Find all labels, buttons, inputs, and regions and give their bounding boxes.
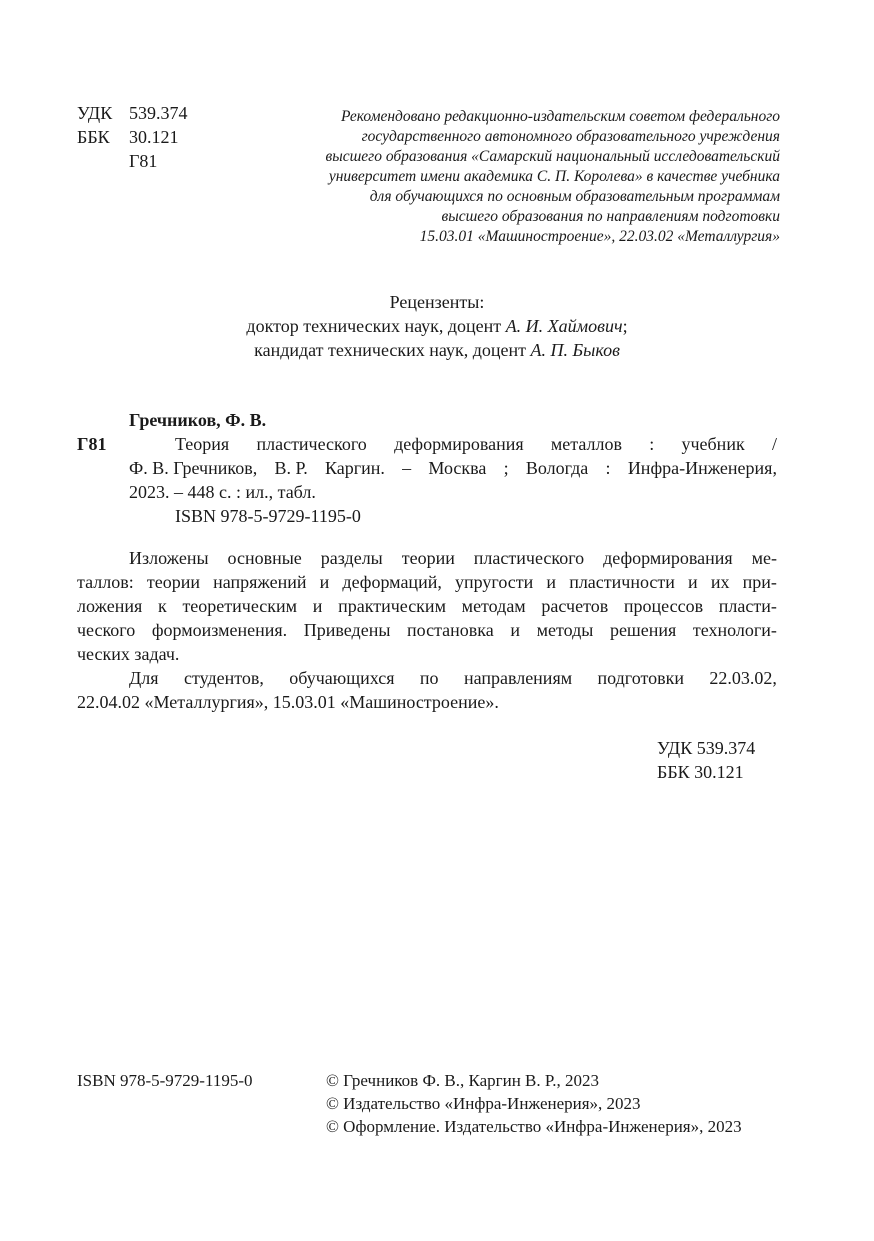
- reviewer-1-name: А. И. Хаймович: [505, 316, 623, 336]
- word: ;: [503, 458, 509, 478]
- word: процессов: [623, 596, 704, 616]
- annotation-paragraph-1: [77, 546, 777, 666]
- biblio-title-line: [77, 432, 777, 456]
- word: Каргин.: [324, 458, 385, 478]
- biblio-code: Г81: [77, 434, 107, 454]
- annotation-line: [77, 546, 777, 570]
- word: Для: [129, 668, 159, 688]
- word: ложения: [77, 596, 143, 616]
- word: подготовки: [597, 668, 685, 688]
- reviewers-block: [0, 290, 874, 362]
- bbk-value: 30.121: [129, 127, 179, 147]
- word: упругости: [454, 572, 534, 592]
- word: металлов: [550, 434, 622, 454]
- word: /: [771, 434, 777, 454]
- word: ме-: [751, 548, 777, 568]
- annotation-line: [77, 666, 777, 690]
- bbk-row: [77, 125, 188, 149]
- word: пластического: [473, 548, 585, 568]
- word: Изложены: [129, 548, 209, 568]
- word: учебник: [681, 434, 745, 454]
- word: ческого: [77, 620, 136, 640]
- word: расчетов: [541, 596, 609, 616]
- word: таллов:: [77, 572, 134, 592]
- author-code-row: [77, 149, 188, 173]
- word: решения: [609, 620, 677, 640]
- word: теории: [401, 548, 455, 568]
- word: напряжений: [213, 572, 307, 592]
- word: :: [605, 458, 611, 478]
- biblio-line-2: [77, 456, 777, 480]
- recommendation-line: высшего образования по направлениям подготовки: [441, 208, 780, 225]
- author-code: Г81: [129, 151, 158, 171]
- recommendation-line: для обучающихся по основным образовательным программам: [369, 188, 780, 205]
- word: пластического: [256, 434, 367, 454]
- reviewer-2: [0, 338, 874, 362]
- recommendation-line: Рекомендовано редакционно-издательским советом федерального: [340, 108, 780, 125]
- word: В. Р.: [274, 458, 308, 478]
- word: Москва: [428, 458, 487, 478]
- recommendation-line: государственного автономного образовательного учреждения: [361, 128, 780, 145]
- word: их: [710, 572, 730, 592]
- word: основные: [227, 548, 302, 568]
- recommendation-line: университет имени академика С. П. Королева» в качестве учебника: [328, 168, 780, 185]
- word: :: [649, 434, 655, 454]
- word: при-: [742, 572, 777, 592]
- word: 22.03.02,: [709, 668, 777, 688]
- biblio-isbn: ISBN 978-5-9729-1195-0: [175, 506, 361, 526]
- annotation-line: [77, 594, 777, 618]
- word: Теория: [175, 434, 230, 454]
- word: методам: [461, 596, 526, 616]
- word: методы: [536, 620, 594, 640]
- word: деформирования: [394, 434, 524, 454]
- annotation-line: [77, 618, 777, 642]
- word: по: [419, 668, 439, 688]
- reviewer-2-title: кандидат технических наук, доцент: [254, 340, 527, 360]
- word: –: [402, 458, 412, 478]
- classification-block: [77, 101, 188, 173]
- word: и: [688, 572, 698, 592]
- word: Вологда: [525, 458, 589, 478]
- word: студентов,: [183, 668, 264, 688]
- reviewers-heading: Рецензенты:: [389, 292, 485, 312]
- word: теории: [146, 572, 200, 592]
- word: Инфра-Инженерия,: [627, 458, 777, 478]
- word: разделы: [320, 548, 383, 568]
- footer-isbn: ISBN 978-5-9729-1195-0: [77, 1071, 253, 1090]
- reviewer-2-name: А. П. Быков: [530, 340, 620, 360]
- annotation-line: [77, 570, 777, 594]
- recommendation-line: высшего образования «Самарский национальный исследовательский: [325, 148, 780, 165]
- udk-row: [77, 101, 188, 125]
- word: к: [157, 596, 167, 616]
- word: и: [312, 596, 323, 616]
- biblio-author: Гречников, Ф. В.: [129, 410, 267, 430]
- word: деформаций,: [342, 572, 442, 592]
- copyright-line: © Оформление. Издательство «Инфра-Инженерия», 2023: [326, 1117, 742, 1136]
- reviewer-1-title: доктор технических наук, доцент: [246, 316, 502, 336]
- bbk-footer: ББК 30.121: [657, 762, 744, 782]
- reviewer-1: [0, 314, 874, 338]
- word: и: [510, 620, 520, 640]
- biblio-line-3: 2023. – 448 с. : ил., табл.: [129, 482, 316, 502]
- copyright-block: [326, 1070, 742, 1139]
- udk-value: 539.374: [129, 103, 188, 123]
- udk-label: УДК: [77, 103, 113, 123]
- recommendation-line: 15.03.01 «Машиностроение», 22.03.02 «Металлургия»: [419, 228, 780, 245]
- bibliographic-record: [77, 408, 777, 528]
- word: теоретическим: [182, 596, 298, 616]
- word: Ф. В. Гречников,: [129, 458, 258, 478]
- copyright-line: © Гречников Ф. В., Каргин В. Р., 2023: [326, 1071, 599, 1090]
- word: и: [546, 572, 557, 592]
- bbk-label: ББК: [77, 127, 110, 147]
- word: пластичности: [569, 572, 675, 592]
- word: формоизменения.: [151, 620, 288, 640]
- word: обучающихся: [289, 668, 395, 688]
- word: и: [319, 572, 330, 592]
- biblio-line-1: [77, 432, 777, 456]
- reviewer-1-end: ;: [622, 316, 628, 336]
- udk-footer: УДК 539.374: [657, 738, 756, 758]
- word: технологи-: [692, 620, 777, 640]
- annotation-paragraph-2: [77, 666, 777, 714]
- word: направлениям: [463, 668, 573, 688]
- annotation-block: [77, 546, 777, 714]
- word: пласти-: [718, 596, 777, 616]
- word: деформирования: [603, 548, 733, 568]
- recommendation-block: [255, 107, 780, 247]
- copyright-line: © Издательство «Инфра-Инженерия», 2023: [326, 1094, 641, 1113]
- annotation-line: ческих задач.: [77, 644, 180, 664]
- word: практическим: [338, 596, 446, 616]
- word: постановка: [407, 620, 494, 640]
- annotation-line: 22.04.02 «Металлургия», 15.03.01 «Машиностроение».: [77, 692, 499, 712]
- classification-footer: [657, 736, 755, 784]
- word: Приведены: [303, 620, 391, 640]
